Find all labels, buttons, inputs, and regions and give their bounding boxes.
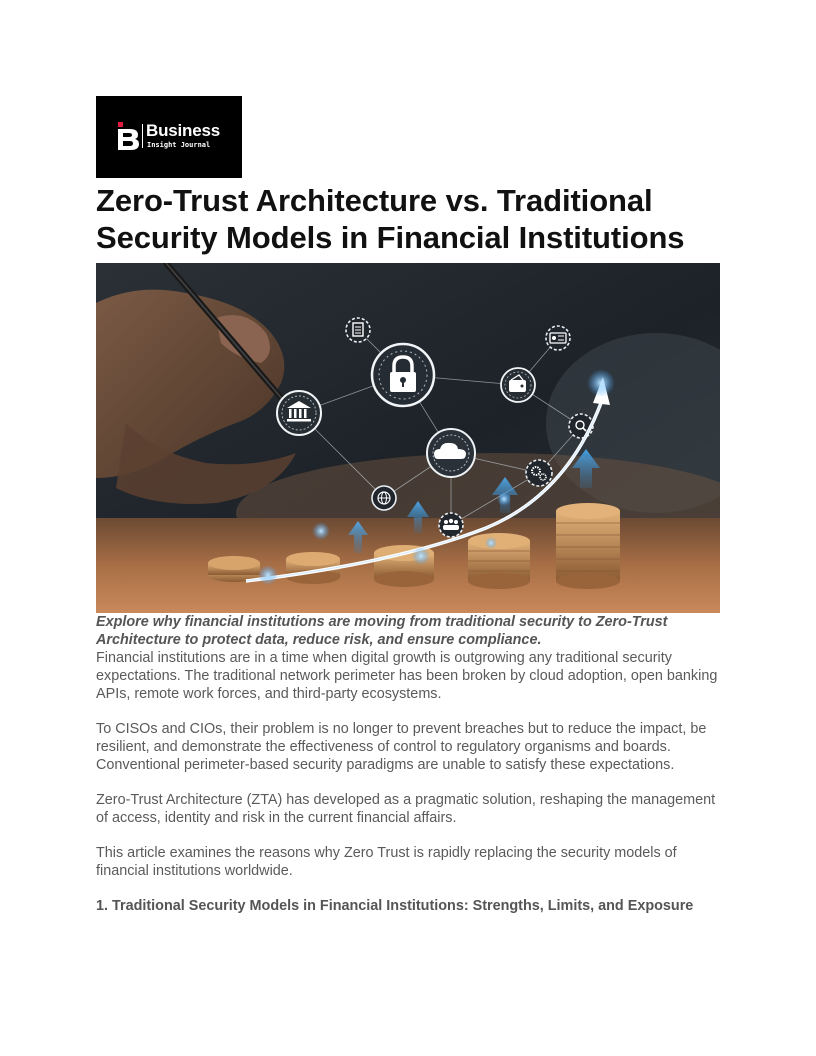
logo-tagline: Insight Journal	[147, 141, 211, 149]
users-icon	[439, 513, 463, 537]
logo-divider	[142, 124, 143, 148]
article-body	[96, 613, 726, 915]
logo-mark-icon	[118, 122, 140, 150]
paragraph: This article examines the reasons why Zero Trust is rapidly replacing the security models of financial institutions worldwide.	[96, 845, 677, 879]
brand-logo[interactable]	[96, 96, 242, 178]
bank-icon	[277, 391, 321, 435]
paragraph: Zero-Trust Architecture (ZTA) has developed as a pragmatic solution, reshaping the management of access, identity and risk in the current financial affairs.	[96, 792, 716, 826]
paragraph: To CISOs and CIOs, their problem is no longer to prevent breaches but to reduce the impact, be resilient, and demonstrate the effectiveness of control to regulatory organisms and boards. Conventional perimeter-based security paradigms are unable to satisfy these expectations.	[96, 721, 707, 773]
hero-image	[96, 263, 720, 613]
lock-icon	[372, 344, 434, 406]
logo-name: Business	[146, 121, 220, 140]
globe-icon	[372, 486, 396, 510]
id-card-icon	[546, 326, 570, 350]
document-icon	[346, 318, 370, 342]
paragraph: Financial institutions are in a time when digital growth is outgrowing any traditional security expectations. The traditional network perimeter has been broken by cloud adoption, open banking APIs, remote work forces, and third-party ecosystems.	[96, 650, 718, 702]
gears-icon	[526, 460, 552, 486]
cloud-icon	[427, 429, 475, 477]
article-lede: Explore why financial institutions are moving from traditional security to Zero-Trust Architecture to protect data, reduce risk, and ensure compliance.	[96, 614, 668, 648]
article-title: Zero-Trust Architecture vs. Traditional Security Models in Financial Institutions	[96, 183, 685, 255]
wallet-icon	[501, 368, 535, 402]
section-heading: 1. Traditional Security Models in Financial Institutions: Strengths, Limits, and Exposure	[96, 898, 694, 914]
